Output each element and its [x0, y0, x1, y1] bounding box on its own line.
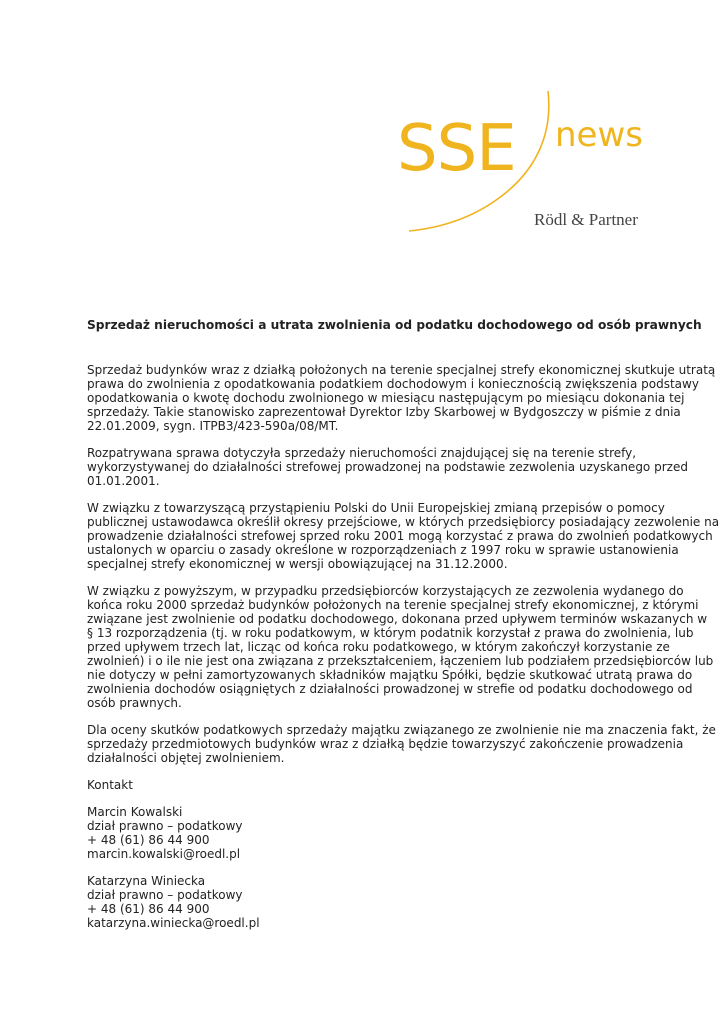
contact-department: dział prawno – podatkowy [87, 819, 243, 833]
paragraph-line: zwolnienia dochodów osiągniętych z działalności prowadzonej w strefie od podatku dochodowego od [87, 682, 693, 696]
paragraph-line: sprzedaży przedmiotowych budynków wraz z działką będzie towarzyszyć zakończenie prowadzenia [87, 737, 684, 751]
contact-email: katarzyna.winiecka@roedl.pl [87, 916, 260, 930]
paragraph-line: specjalnej strefy ekonomicznej w wersji obowiązującej na 31.12.2000. [87, 557, 508, 571]
paragraph-3 [87, 501, 720, 571]
paragraph-line: wykorzystywanej do działalności strefowej prowadzonej na podstawie zezwolenia uzyskanego przed [87, 460, 688, 474]
contact-phone: + 48 (61) 86 44 900 [87, 833, 210, 847]
paragraph-line: opodatkowania o kwotę dochodu zwolnionego w miesiącu następującym po miesiącu dokonania tej [87, 391, 685, 405]
sse-news-logo [395, 85, 655, 245]
logo-news-text: news [555, 115, 643, 155]
paragraph-line: W związku z towarzyszącą przystąpieniu Polski do Unii Europejskiej zmianą przepisów o pomocy [87, 501, 665, 515]
paragraph-line: W związku z powyższym, w przypadku przedsiębiorców korzystających ze zezwolenia wydanego do [87, 584, 684, 598]
paragraph-line: końca roku 2000 sprzedaż budynków położonych na terenie specjalnej strefy ekonomicznej, z którymi [87, 598, 699, 612]
paragraph-line: ustalonych w oparciu o zasady określone w rozporządzeniach z 1997 roku w sprawie ustanowienia [87, 543, 679, 557]
paragraph-1 [87, 363, 716, 433]
contact-department: dział prawno – podatkowy [87, 888, 243, 902]
paragraph-5 [87, 723, 716, 765]
contact-person [87, 874, 647, 930]
contact-phone: + 48 (61) 86 44 900 [87, 902, 210, 916]
paragraph-line: osób prawnych. [87, 696, 182, 710]
paragraph-line: zwolnień) i o ile nie jest ona związana z przekształceniem, łączeniem lub podziałem przedsiębiorców lub [87, 654, 714, 668]
paragraph-line: prawa do zwolnienia z opodatkowania podatkiem dochodowym i koniecznością zwiększenia podstawy [87, 377, 699, 391]
paragraph-line: związane jest zwolnienie od podatku dochodowego, dokonana przed upływem terminów wskazanych w [87, 612, 708, 626]
contact-heading: Kontakt [87, 778, 133, 792]
paragraph-line: 22.01.2009, sygn. ITPB3/423-590a/08/MT. [87, 419, 339, 433]
paragraph-line: publicznej ustawodawca określił okresy przejściowe, w których przedsiębiorcy posiadający zezwolenie na [87, 515, 720, 529]
paragraph-line: działalności objętej zwolnieniem. [87, 751, 285, 765]
paragraph-line: 01.01.2001. [87, 474, 160, 488]
contact-name: Katarzyna Winiecka [87, 874, 206, 888]
paragraph-line: sprzedaży. Takie stanowisko zaprezentował Dyrektor Izby Skarbowej w Bydgoszczy w piśmie z dnia [87, 405, 681, 419]
contact-name: Marcin Kowalski [87, 805, 183, 819]
paragraph-4 [87, 584, 714, 710]
paragraph-line: przed upływem trzech lat, licząc od końca roku podatkowego, w którym zakończył korzystanie ze [87, 640, 670, 654]
paragraph-line: Rozpatrywana sprawa dotyczyła sprzedaży nieruchomości znajdującej się na terenie strefy, [87, 446, 637, 460]
paragraph-line: Dla oceny skutków podatkowych sprzedaży majątku związanego ze zwolnienie nie ma znaczenia fakt, że [87, 723, 716, 737]
article-title: Sprzedaż nieruchomości a utrata zwolnienia od podatku dochodowego od osób prawnych [87, 318, 702, 332]
article-body [87, 318, 720, 943]
paragraph-2 [87, 446, 688, 488]
paragraph-line: § 13 rozporządzenia (tj. w roku podatkowym, w którym podatnik korzystał z prawa do zwolnienia, lub [87, 626, 694, 640]
logo-sse-text: SSE [397, 112, 516, 186]
paragraph-line: nie dotyczy w pełni zamortyzowanych składników majątku Spółki, będzie skutkować utratą prawa do [87, 668, 693, 682]
contact-person [87, 805, 647, 861]
contact-email: marcin.kowalski@roedl.pl [87, 847, 241, 861]
logo-rodl-partner-text: Rödl & Partner [534, 210, 638, 229]
paragraph-line: Sprzedaż budynków wraz z działką położonych na terenie specjalnej strefy ekonomicznej skutkuje utratą [87, 363, 716, 377]
paragraph-line: prowadzenie działalności strefowej sprzed roku 2001 mogą korzystać z prawa do zwolnień podatkowych [87, 529, 713, 543]
